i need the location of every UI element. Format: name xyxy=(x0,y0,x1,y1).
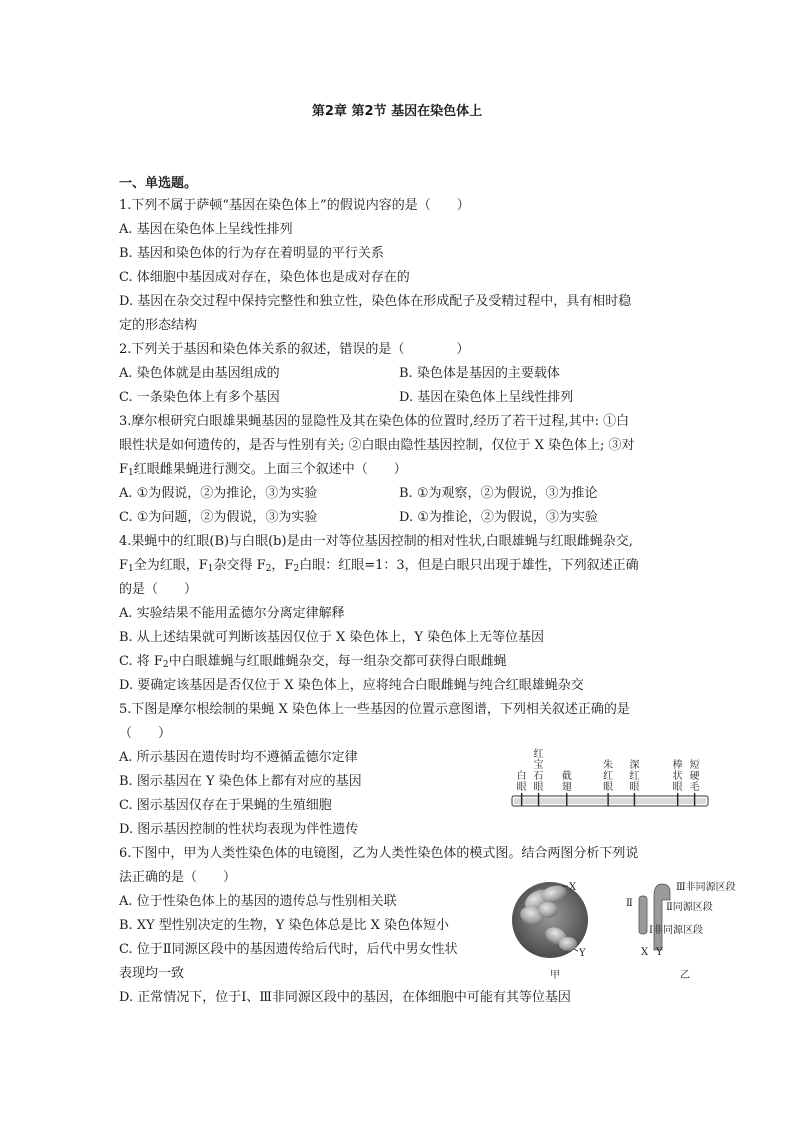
gene-label-char: 红 xyxy=(629,771,640,782)
q6-option-d: D. 正常情况下，位于Ⅰ、Ⅲ非同源区段中的基因，在体细胞中可能有其等位基因 xyxy=(119,990,571,1005)
q3-option-a: A. ①为假说，②为推论，③为实验 xyxy=(119,486,318,501)
q1-stem: 1.下列不属于萨顿“基因在染色体上”的假说内容的是（ ） xyxy=(119,198,470,213)
gene-label-char: 朱 xyxy=(603,760,614,771)
figure-jia-micrograph xyxy=(510,872,600,982)
region-ii-left-label: Ⅱ xyxy=(626,898,633,909)
q3-stem-line1: 3.摩尔根研究白眼雄果蝇基因的显隐性及其在染色体的位置时,经历了若干过程,其中: ①白 xyxy=(119,414,630,429)
y-chromosome-shape xyxy=(639,896,647,934)
q5-option-b: B. 图示基因在 Y 染色体上都有对应的基因 xyxy=(119,774,362,789)
page-title: 第2章 第2节 基因在染色体上 xyxy=(311,104,483,119)
q6-option-c-line2: 表现均一致 xyxy=(119,966,185,981)
q4-stem-line1: 4.果蝇中的红眼(B)与白眼(b)是由一对等位基因控制的相对性状,白眼雄蝇与红眼雌蝇杂交, xyxy=(119,534,633,549)
gene-label-char: 深 xyxy=(629,760,640,771)
yi-x-label: X xyxy=(641,947,649,958)
gene-label-char: 硬 xyxy=(689,771,700,782)
q1-option-d-line2: 定的形态结构 xyxy=(119,318,198,333)
q1-option-a: A. 基因在染色体上呈线性排列 xyxy=(119,222,293,237)
y-pointer-line xyxy=(574,949,578,951)
q3-option-c: C. ①为问题，②为假说，③为实验 xyxy=(119,510,318,525)
gene-label-char: 眼 xyxy=(629,782,640,793)
region-iii-label: Ⅲ非同源区段 xyxy=(676,882,736,893)
yi-figure-label: 乙 xyxy=(680,970,690,981)
jia-figure-label: 甲 xyxy=(550,970,560,981)
q3-stem-line2: 眼性状是如何遗传的，是否与性别有关; ②白眼由隐性基因控制，仅位于 X 染色体上; ③对 xyxy=(119,438,635,453)
q5-stem: 5.下图是摩尔根绘制的果蝇 X 染色体上一些基因的位置示意图谱，下列相关叙述正确的是 xyxy=(119,702,630,717)
gene-label-char: 短 xyxy=(689,760,700,771)
gene-label-char: 宝 xyxy=(533,760,544,771)
gene-map-svg xyxy=(508,734,712,812)
q2-option-d: D. 基因在染色体上呈线性排列 xyxy=(399,390,574,405)
gene-label-char: 白 xyxy=(516,771,527,782)
q4-option-a: A. 实验结果不能用孟德尔分离定律解释 xyxy=(119,606,345,621)
gene-label-char: 红 xyxy=(603,771,614,782)
q1-option-b: B. 基因和染色体的行为存在着明显的平行关系 xyxy=(119,246,384,261)
x-chromosome-shape xyxy=(654,884,670,950)
gene-label-char: 石 xyxy=(533,771,544,782)
gene-label-char: 状 xyxy=(672,771,683,782)
q5-option-d: D. 图示基因控制的性状均表现为伴性遗传 xyxy=(119,822,359,837)
gene-label-char: 毛 xyxy=(689,782,700,793)
q3-stem-line3: $F_1$红眼雌果蝇进行测交。上面三个叙述中（ ） xyxy=(119,462,407,478)
q6-stem-line2: 法正确的是（ ） xyxy=(119,870,237,885)
q4-option-d: D. 要确定该基因是否仅位于 X 染色体上，应将纯合白眼雌蝇与纯合红眼雄蝇杂交 xyxy=(119,678,584,693)
q4-stem-line2: $F_1$全为红眼，$F_1$杂交得 $F_2$，$F_2$白眼：红眼=1：3，但是白眼只出现于雄性，下列叙述正确 xyxy=(119,558,639,574)
q6-stem-line1: 6.下图中，甲为人类性染色体的电镜图，乙为人类性染色体的模式图。结合两图分析下列说 xyxy=(119,846,639,861)
q5-paren: （ ） xyxy=(119,726,172,741)
q2-option-c: C. 一条染色体上有多个基因 xyxy=(119,390,280,405)
gene-label-char: 眼 xyxy=(533,782,544,793)
q4-option-b: B. 从上述结果就可判断该基因仅位于 X 染色体上，Y 染色体上无等位基因 xyxy=(119,630,545,645)
jia-x-label: X xyxy=(569,882,577,893)
gene-label-char: 红 xyxy=(533,749,544,760)
q2-stem: 2.下列关于基因和染色体关系的叙述，错误的是（ ） xyxy=(119,342,470,357)
q6-option-a: A. 位于性染色体上的基因的遗传总与性别相关联 xyxy=(119,894,397,909)
q5-option-c: C. 图示基因仅存在于果蝇的生殖细胞 xyxy=(119,798,332,813)
q4-option-c: C. 将 $F_2$中白眼雄蝇与红眼雌蝇杂交，每一组杂交都可获得白眼雌蝇 xyxy=(119,654,507,670)
section-heading: 一、单选题。 xyxy=(119,176,198,191)
gene-label-char: 眼 xyxy=(672,782,683,793)
region-ii-label: Ⅱ同源区段 xyxy=(666,902,713,913)
region-i-label: Ⅰ非同源区段 xyxy=(649,925,703,936)
q4-stem-line3: 的是（ ） xyxy=(119,582,198,597)
yi-y-label: Y xyxy=(656,947,663,958)
gene-label-char: 截 xyxy=(561,771,572,782)
q6-option-c-line1: C. 位于Ⅱ同源区段中的基因遗传给后代时，后代中男女性状 xyxy=(119,942,458,957)
jia-y-label: Y xyxy=(579,948,586,959)
figure-yi-schematic xyxy=(620,876,760,982)
gene-label-char: 棒 xyxy=(672,760,683,771)
q2-option-a: A. 染色体就是由基因组成的 xyxy=(119,366,280,381)
q3-option-d: D. ①为推论，②为假说，③为实验 xyxy=(399,510,598,525)
gene-label-char: 眼 xyxy=(516,782,527,793)
gene-label-char: 眼 xyxy=(603,782,614,793)
gene-label-char: 翅 xyxy=(561,782,572,793)
x-chromosome-gene-map xyxy=(508,734,712,812)
q1-option-d-line1: D. 基因在杂交过程中保持完整性和独立性，染色体在形成配子及受精过程中，具有相时稳 xyxy=(119,294,632,309)
q3-option-b: B. ①为观察，②为假说，③为推论 xyxy=(399,486,598,501)
q2-option-b: B. 染色体是基因的主要载体 xyxy=(399,366,560,381)
q5-option-a: A. 所示基因在遗传时均不遵循孟德尔定律 xyxy=(119,750,358,765)
q1-option-c: C. 体细胞中基因成对存在，染色体也是成对存在的 xyxy=(119,270,410,285)
q6-option-b: B. XY 型性别决定的生物，Y 染色体总是比 X 染色体短小 xyxy=(119,918,450,933)
